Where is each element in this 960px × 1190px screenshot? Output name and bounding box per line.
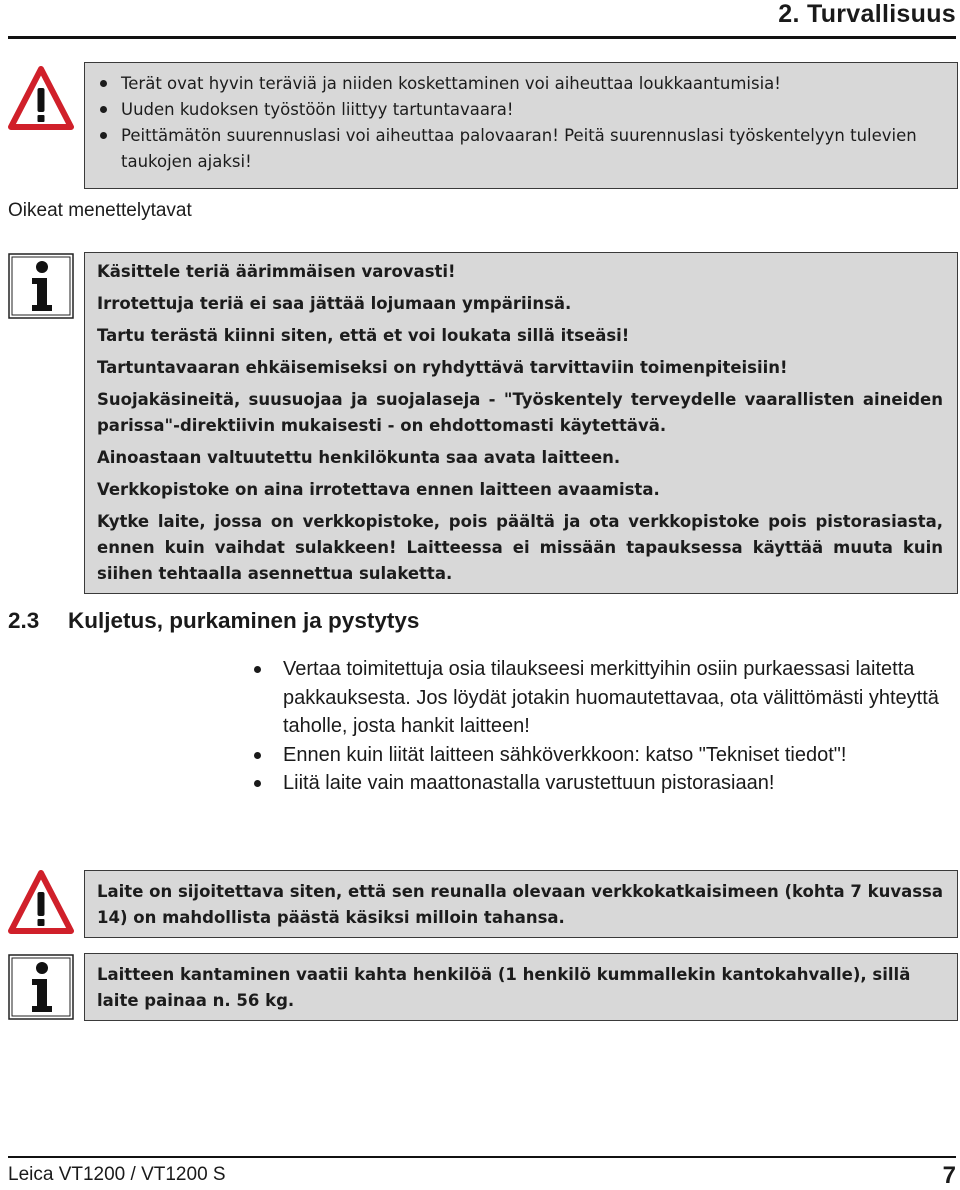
warning-item: Uuden kudoksen työstöön liittyy tartuntavaara! xyxy=(95,97,947,123)
footer-divider xyxy=(8,1156,956,1158)
info-icon xyxy=(8,954,74,1020)
chapter-title: 2. Turvallisuus xyxy=(778,0,956,28)
info-paragraph: Tartu terästä kiinni siten, että et voi loukata sillä itseäsi! xyxy=(97,326,630,345)
info-paragraph: Verkkopistoke on aina irrotettava ennen laitteen avaamista. xyxy=(97,480,660,499)
list-item: Liitä laite vain maattonastalla varustettuun pistorasiaan! xyxy=(248,769,960,798)
list-item: Ennen kuin liität laitteen sähköverkkoon: katso "Tekniset tiedot"! xyxy=(248,741,960,770)
subheading-correct-procedures: Oikeat menettelytavat xyxy=(8,200,192,221)
info-box-carrying xyxy=(84,953,958,1021)
info-paragraph: Ainoastaan valtuutettu henkilökunta saa avata laitteen. xyxy=(97,448,621,467)
info-paragraph: Suojakäsineitä, suusuojaa ja suojalaseja - "Työskentely terveydelle vaarallisten aineiden parissa"-direktiivin mukaisesti - on ehdottomasti käytettävä. xyxy=(97,390,943,435)
header-divider xyxy=(8,36,956,39)
info-icon xyxy=(8,253,74,319)
info-paragraph: Irrotettuja teriä ei saa jättää lojumaan ympäriinsä. xyxy=(97,294,572,313)
section-heading xyxy=(8,608,419,634)
warning-triangle-icon xyxy=(8,870,74,934)
info-text: Laitteen kantaminen vaatii kahta henkilöä (1 henkilö kummallekin kantokahvalle), sillä laite painaa n. 56 kg. xyxy=(97,965,911,1010)
info-paragraph: Kytke laite, jossa on verkkopistoke, pois päältä ja ota verkkopistoke pois pistorasiasta, ennen kuin vaihdat sulakkeen! Laitteessa ei missään tapauksessa käyttää muuta kuin siihen tehtaalla asennettua sulaketta. xyxy=(97,512,943,583)
warning-box-mains-switch xyxy=(84,870,958,938)
info-paragraph: Tartuntavaaran ehkäisemiseksi on ryhdyttävä tarvittaviin toimenpiteisiin! xyxy=(97,358,788,377)
warning-item: Terät ovat hyvin teräviä ja niiden koskettaminen voi aiheuttaa loukkaantumisia! xyxy=(95,71,947,97)
footer-product-name: Leica VT1200 / VT1200 S xyxy=(8,1164,226,1185)
warning-box-hazards xyxy=(84,62,958,189)
section-number: 2.3 xyxy=(8,608,40,633)
instruction-list xyxy=(248,655,960,798)
info-box-handling xyxy=(84,252,958,594)
warning-item: Peittämätön suurennuslasi voi aiheuttaa palovaaran! Peitä suurennuslasi työskentelyyn tulevien taukojen ajaksi! xyxy=(95,123,947,175)
warning-triangle-icon xyxy=(8,66,74,130)
warning-text: Laite on sijoitettava siten, että sen reunalla olevaan verkkokatkaisimeen (kohta 7 kuvassa 14) on mahdollista päästä käsiksi milloin tahansa. xyxy=(97,882,943,927)
section-title: Kuljetus, purkaminen ja pystytys xyxy=(68,608,420,633)
page-number: 7 xyxy=(942,1162,956,1189)
list-item: Vertaa toimitettuja osia tilaukseesi merkittyihin osiin purkaessasi laitetta pakkauksesta. Jos löydät jotakin huomautettavaa, ota välittömästi yhteyttä taholle, josta hankit laitteen! xyxy=(248,655,960,741)
info-paragraph: Käsittele teriä äärimmäisen varovasti! xyxy=(97,262,456,281)
